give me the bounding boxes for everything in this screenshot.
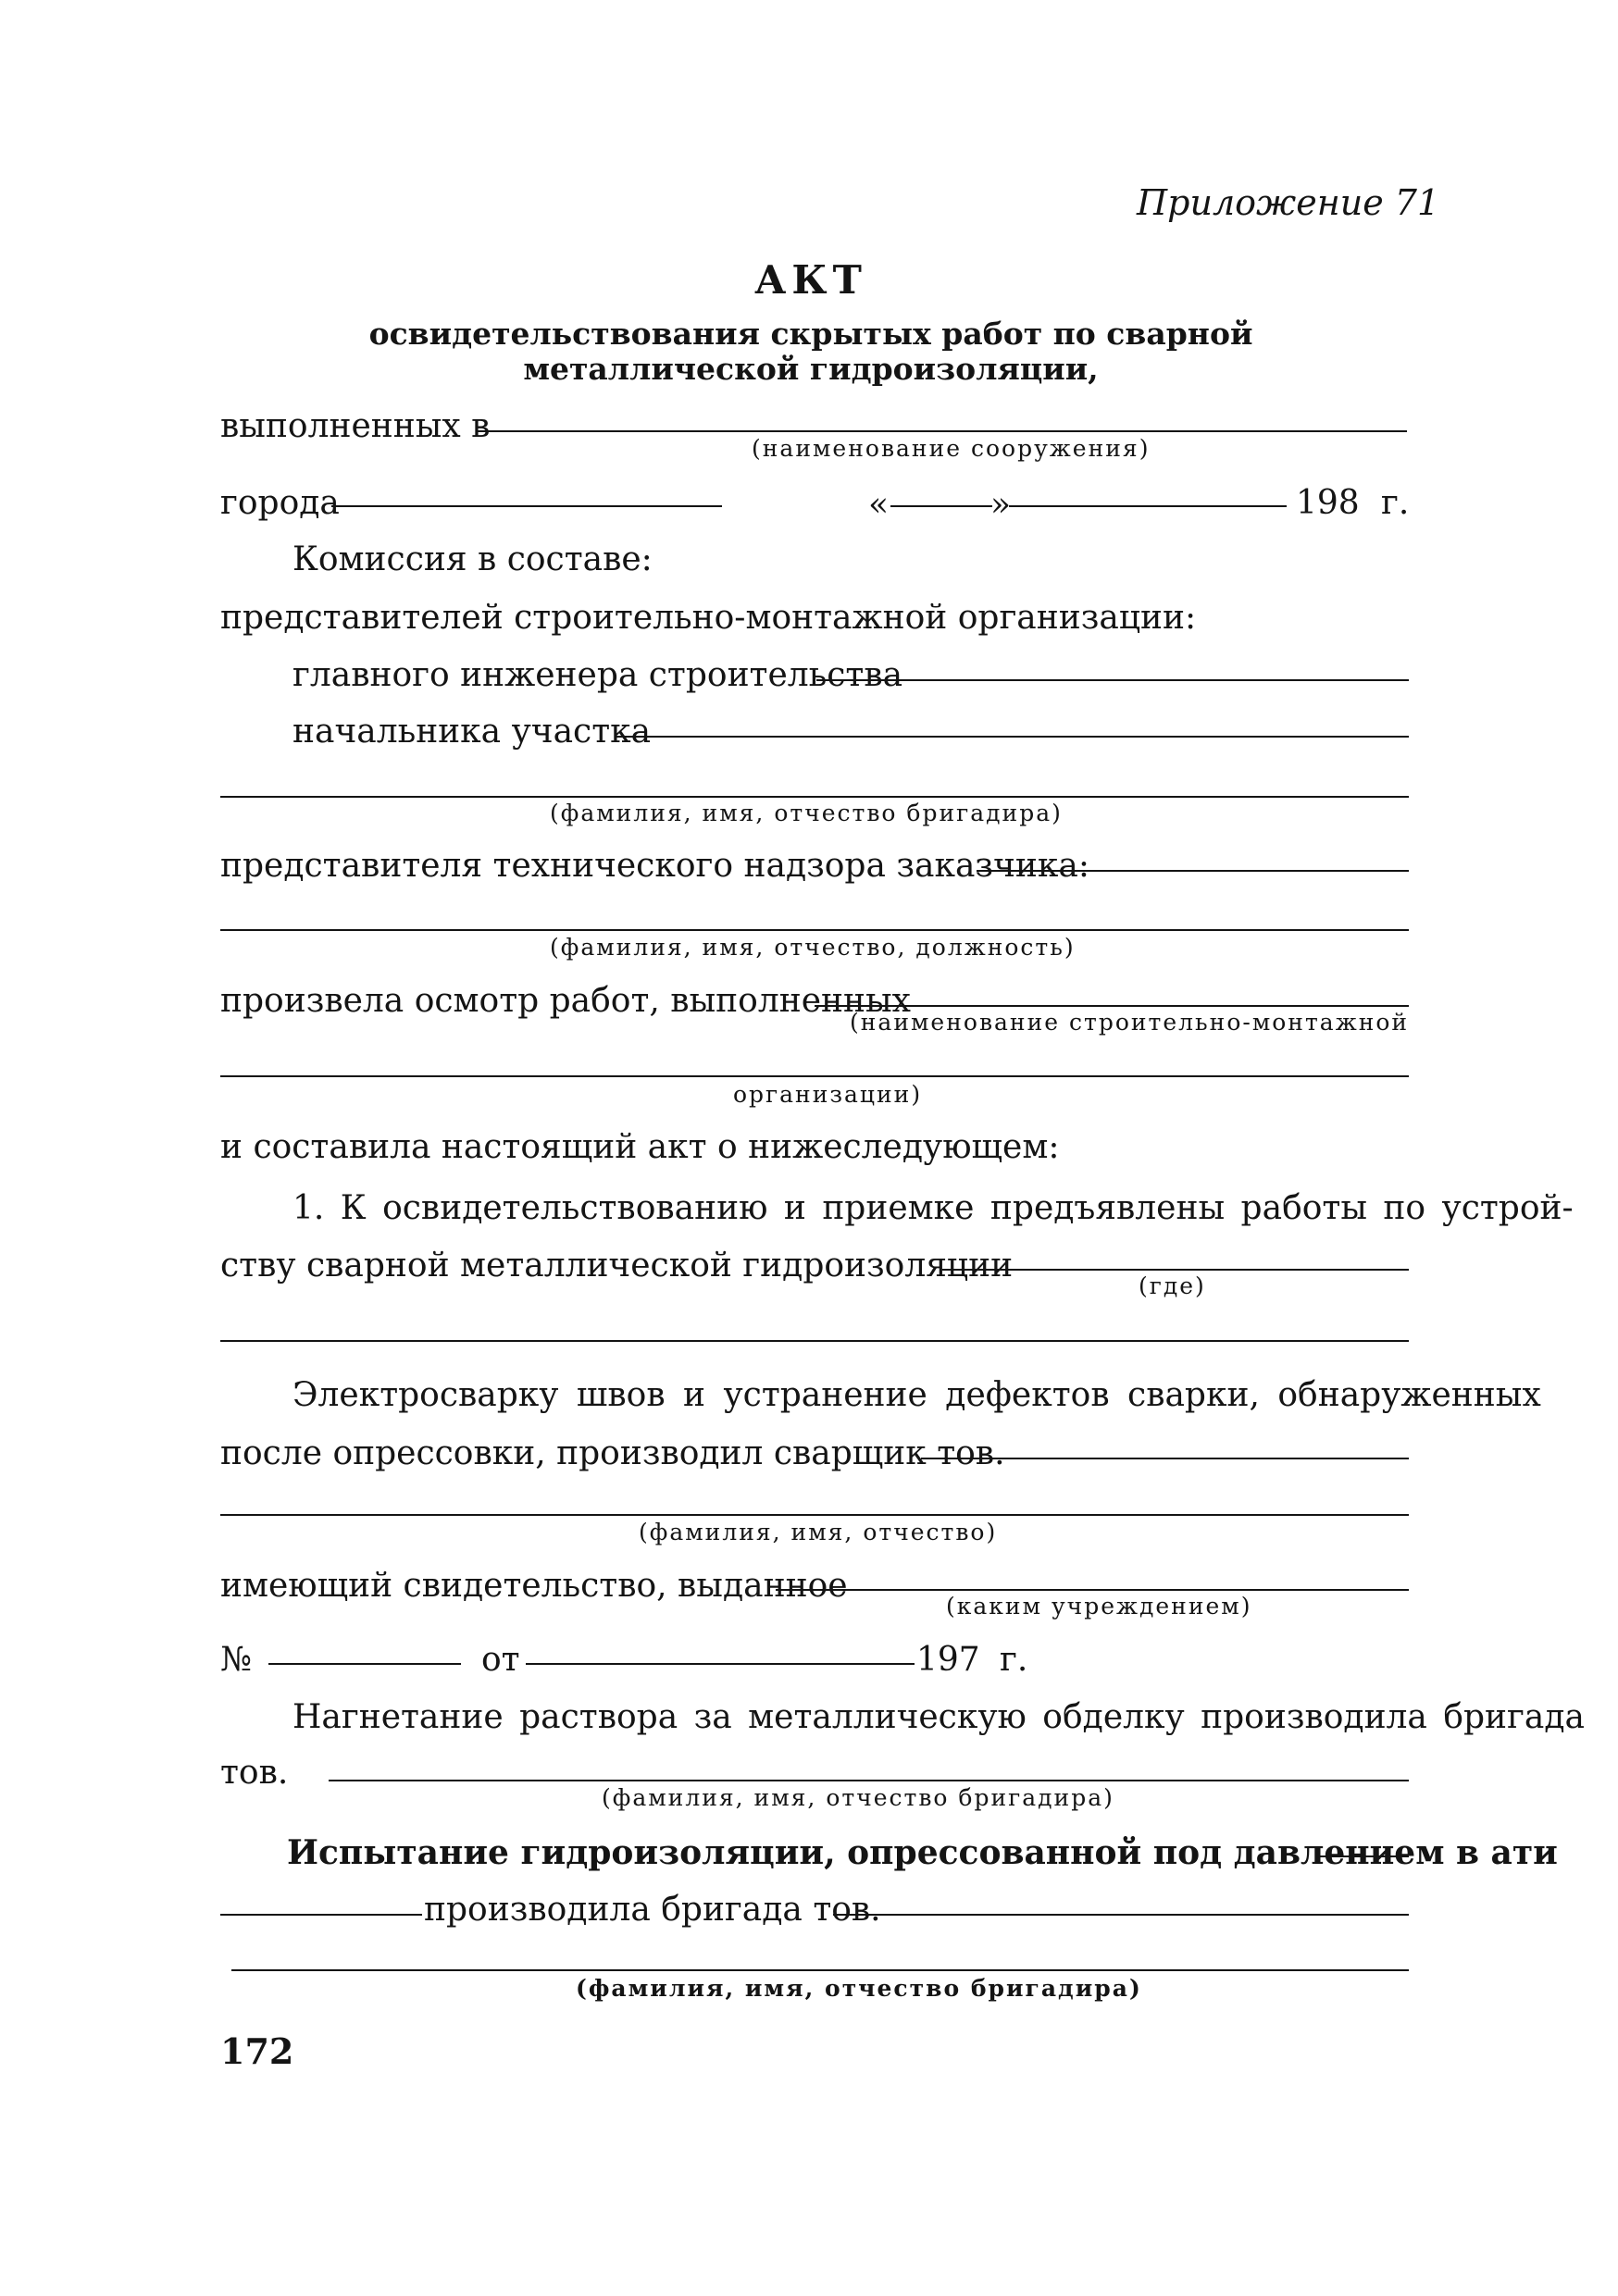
- structure-name-caption: (наименование сооружения): [752, 435, 1151, 462]
- date-quote-close: »: [990, 486, 1012, 524]
- city-field[interactable]: [331, 505, 722, 507]
- performed-in-label: выполненных в: [220, 407, 491, 445]
- date-year: 198: [1296, 484, 1360, 522]
- certificate-year-suffix: г.: [1000, 1641, 1028, 1679]
- pressure-field-2[interactable]: [220, 1914, 422, 1916]
- institution-caption: (каким учреждением): [946, 1593, 1252, 1620]
- certificate-label: имеющий свидетельство, выданное: [220, 1567, 848, 1605]
- welding-line-1: Электросварку швов и устранение дефектов сварки, обнаруженных: [292, 1376, 1541, 1414]
- testing-brigade-caption: (фамилия, имя, отчество бригадира): [576, 1975, 1142, 2002]
- grouting-brigade-caption: (фамилия, имя, отчество бригадира): [602, 1784, 1114, 1811]
- contractor-representatives-label: представителей строительно-монтажной организации:: [220, 599, 1197, 637]
- item-1-line-1: 1. К освидетельствованию и приемке предъявлены работы по устрой-: [292, 1189, 1574, 1227]
- date-quote-open: «: [868, 486, 890, 524]
- document-subtitle-line-1: освидетельствования скрытых работ по сварной: [368, 316, 1253, 352]
- chief-engineer-label: главного инженера строительства: [292, 656, 903, 694]
- item-1-location-field-2[interactable]: [220, 1340, 1409, 1342]
- date-year-suffix: г.: [1381, 484, 1410, 522]
- item-1-line-2: ству сварной металлической гидроизоляции: [220, 1247, 1014, 1285]
- drew-up-label: и составила настоящий акт о нижеследующем:: [220, 1128, 1060, 1166]
- site-head-field[interactable]: [616, 736, 1409, 738]
- chief-engineer-field[interactable]: [816, 679, 1409, 681]
- city-label: города: [220, 484, 340, 522]
- grouting-brigade-field[interactable]: [329, 1780, 1409, 1781]
- contractor-org-caption-1: (наименование строительно-монтажной: [850, 1009, 1410, 1036]
- customer-representative-label: представителя технического надзора заказчика:: [220, 847, 1089, 885]
- customer-rep-name-field[interactable]: [220, 929, 1409, 931]
- certificate-issuer-field[interactable]: [776, 1589, 1409, 1591]
- customer-representative-field[interactable]: [977, 870, 1409, 872]
- contractor-org-field[interactable]: [815, 1005, 1409, 1007]
- site-head-label: начальника участка: [292, 713, 652, 751]
- document-title: АКТ: [754, 257, 867, 303]
- pressure-field[interactable]: [1318, 1855, 1409, 1857]
- welding-line-2: после опрессовки, производил сварщик тов.: [220, 1434, 1005, 1472]
- item-1-location-field[interactable]: [942, 1269, 1409, 1271]
- contractor-org-caption-2: организации): [733, 1081, 923, 1108]
- structure-name-field[interactable]: [477, 430, 1407, 432]
- welder-name-field[interactable]: [220, 1514, 1409, 1516]
- foreman-name-caption: (фамилия, имя, отчество бригадира): [550, 800, 1063, 826]
- inspected-label: произвела осмотр работ, выполненных: [220, 982, 911, 1020]
- appendix-label: Приложение 71: [1137, 182, 1440, 223]
- commission-label: Комиссия в составе:: [292, 540, 653, 578]
- date-day-field[interactable]: [890, 505, 992, 507]
- where-caption: (где): [1139, 1272, 1206, 1299]
- testing-brigade-field[interactable]: [833, 1914, 1409, 1916]
- comrade-label: тов.: [220, 1754, 289, 1792]
- foreman-name-field[interactable]: [220, 796, 1409, 798]
- welder-field[interactable]: [921, 1458, 1409, 1459]
- grouting-line: Нагнетание раствора за металлическую обделку производила бригада: [292, 1698, 1586, 1736]
- certificate-year: 197: [916, 1641, 980, 1679]
- document-subtitle-line-2: металлической гидроизоляции,: [523, 351, 1099, 387]
- testing-line-1: Испытание гидроизоляции, опрессованной под давлением в ати: [287, 1833, 1558, 1872]
- date-month-field[interactable]: [1009, 505, 1287, 507]
- name-position-caption: (фамилия, имя, отчество, должность): [550, 934, 1076, 961]
- from-label: от: [481, 1641, 520, 1679]
- certificate-date-field[interactable]: [526, 1663, 915, 1665]
- testing-line-2: производила бригада тов.: [424, 1891, 881, 1929]
- certificate-number-field[interactable]: [268, 1663, 461, 1665]
- page-number: 172: [220, 2030, 294, 2072]
- welder-name-caption: (фамилия, имя, отчество): [639, 1519, 998, 1545]
- testing-brigade-name-field[interactable]: [231, 1969, 1409, 1971]
- number-sign: №: [220, 1641, 253, 1679]
- contractor-org-field-2[interactable]: [220, 1075, 1409, 1077]
